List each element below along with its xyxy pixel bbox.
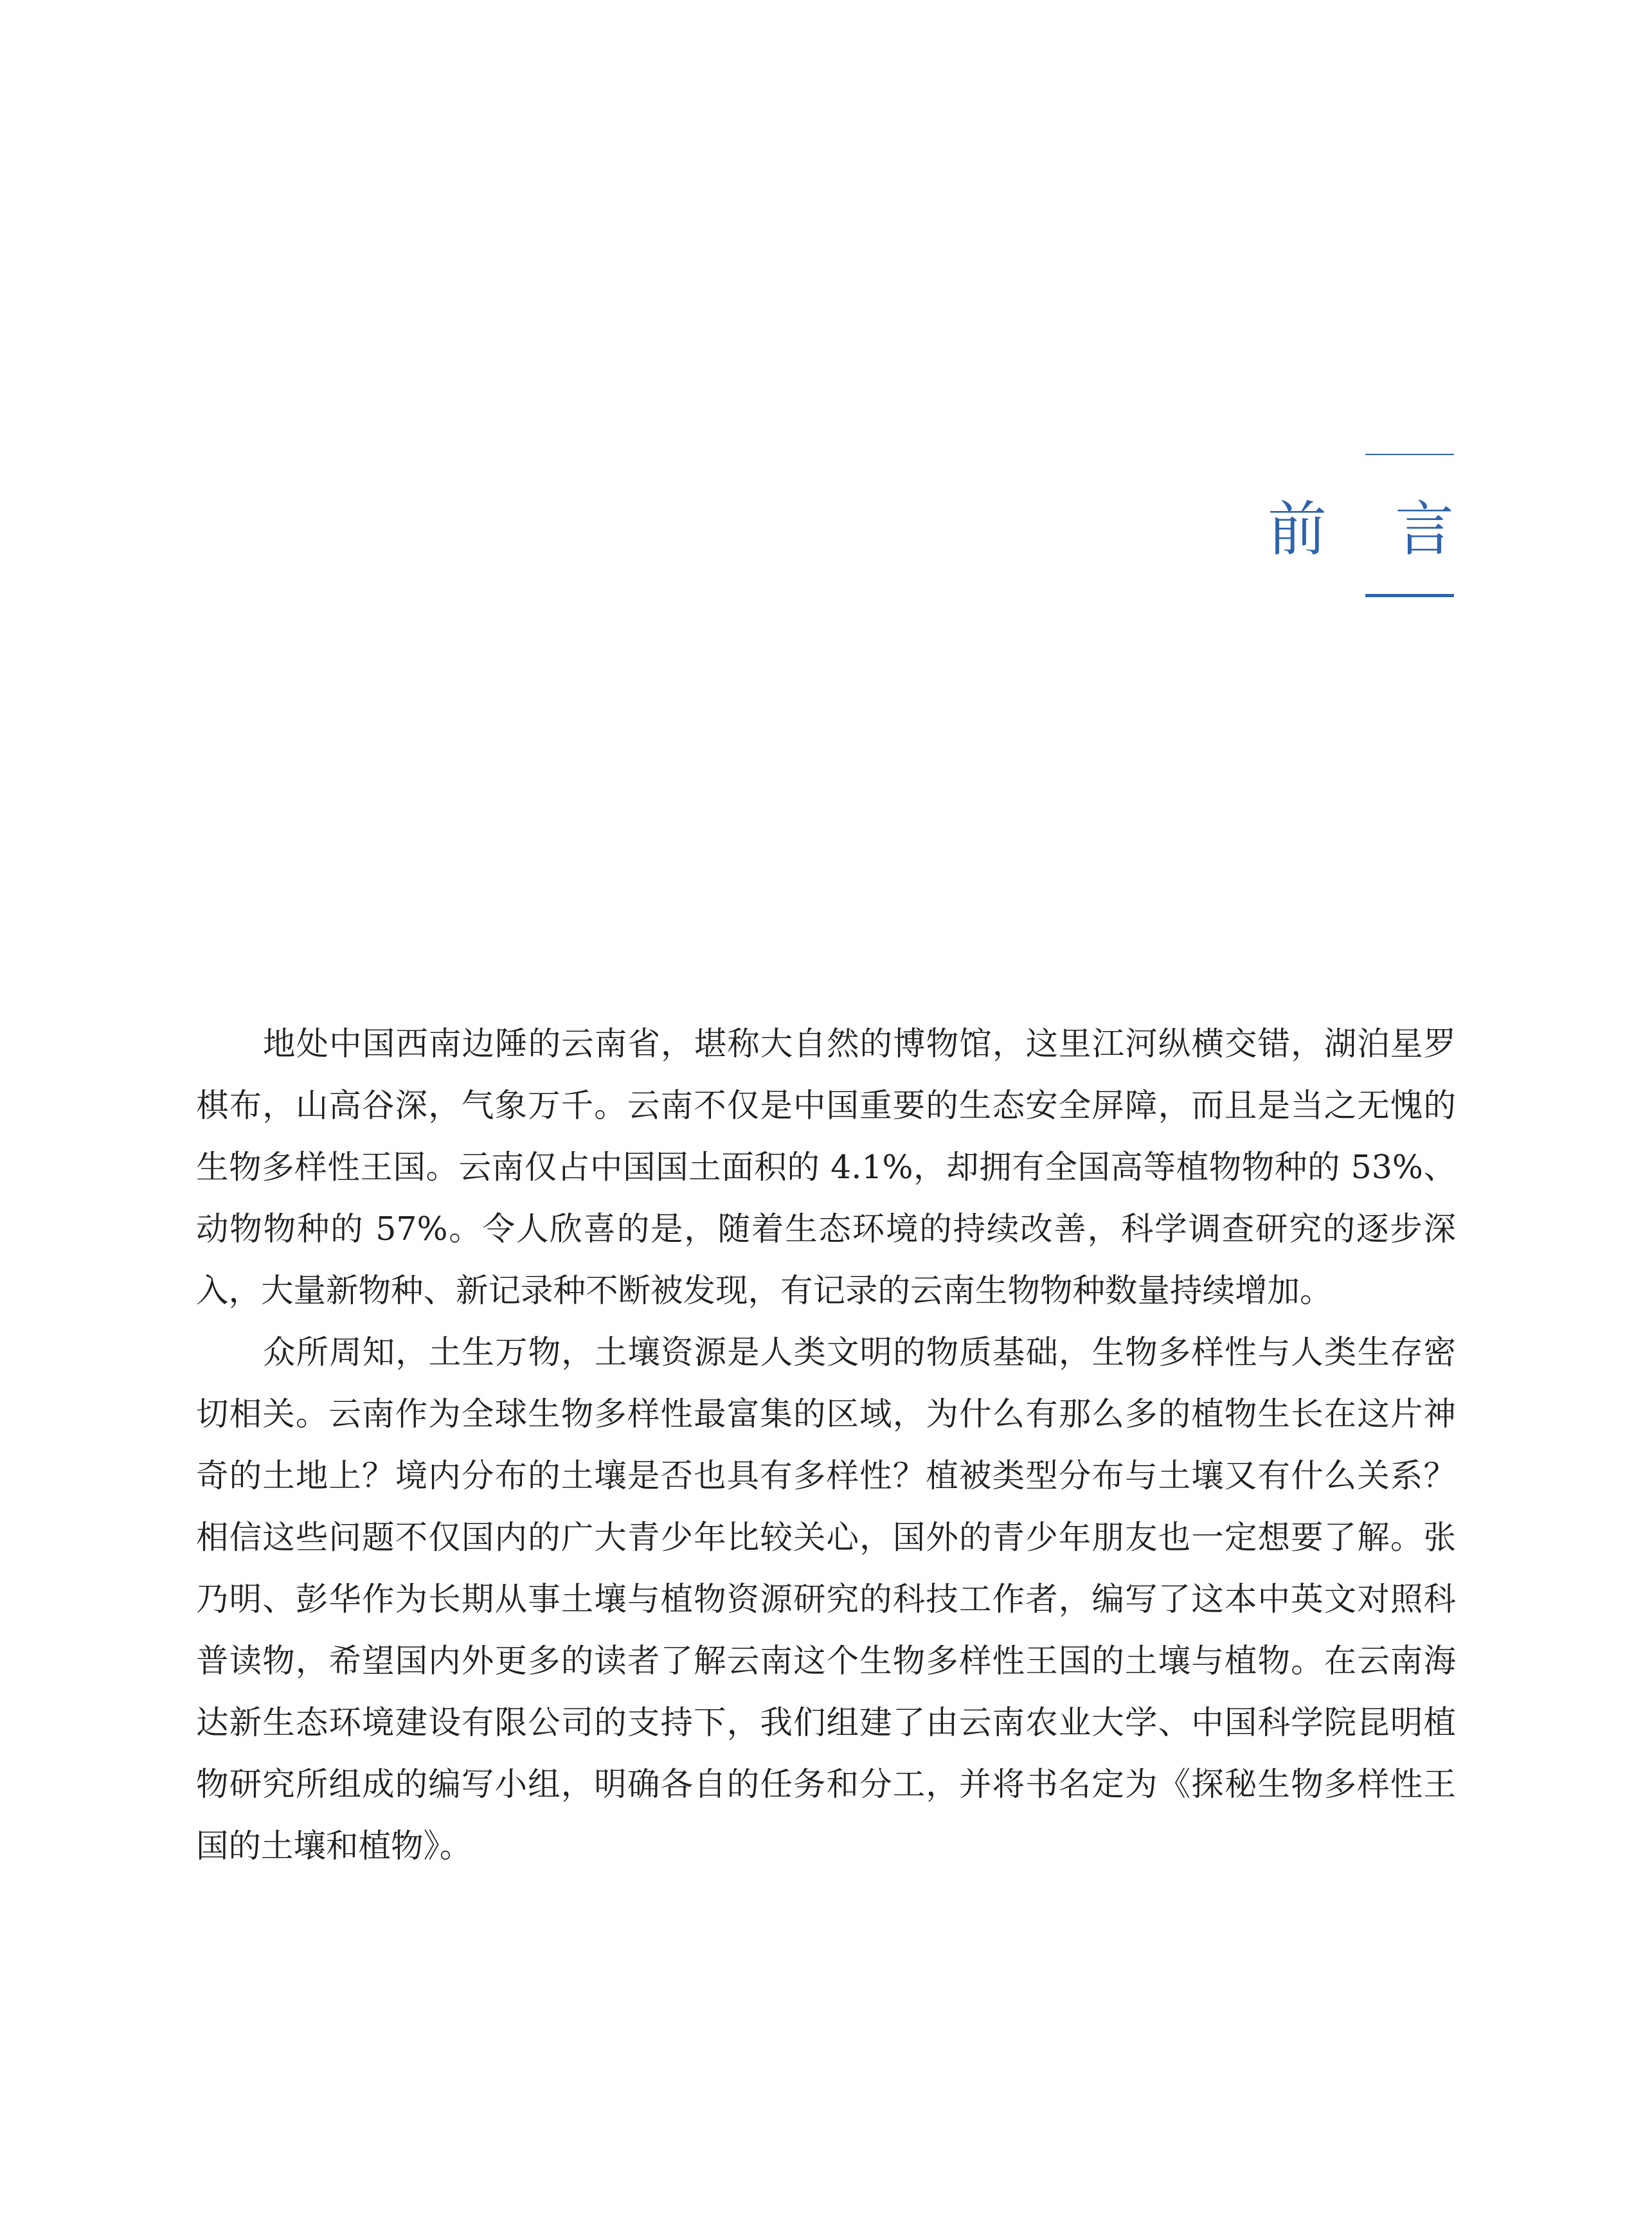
paragraph-2: 众所周知，土生万物，土壤资源是人类文明的物质基础，生物多样性与人类生存密切相关。云南作为全球生物多样性最富集的区域，为什么有那么多的植物生长在这片神奇的土地上？境内分布的土壤是否也具有多样性？植被类型分布与土壤又有什么关系？相信这些问题不仅国内的广大青少年比较关心，国外的青少年朋友也一定想要了解。张乃明、彭华作为长期从事土壤与植物资源研究的科技工作者，编写了这本中英文对照科普读物，希望国内外更多的读者了解云南这个生物多样性王国的土壤与植物。在云南海达新生态环境建设有限公司的支持下，我们组建了由云南农业大学、中国科学院昆明植物研究所组成的编写小组，明确各自的任务和分工，并将书名定为《探秘生物多样性王国的土壤和植物》。 — [196, 1333, 1456, 1865]
paragraph-1: 地处中国西南边陲的云南省，堪称大自然的博物馆，这里江河纵横交错，湖泊星罗棋布，山高谷深，气象万千。云南不仅是中国重要的生态安全屏障，而且是当之无愧的生物多样性王国。云南仅占中国国土面积的 4.1%，却拥有全国高等植物物种的 53%、动物物种的 57%。令人欣喜的是，随着生态环境的持续改善，科学调查研究的逐步深入，大量新物种、新记录种不断被发现，有记录的云南生物物种数量持续增加。 — [196, 1025, 1456, 1309]
title-rule-bottom — [1365, 594, 1454, 597]
page-title-char-2: 言 — [1394, 495, 1454, 564]
page-title-char-1: 前 — [1267, 495, 1327, 564]
body-text — [196, 1013, 1456, 1877]
title-block — [1267, 454, 1454, 597]
page-title — [1267, 495, 1454, 564]
title-rule-top — [1365, 454, 1454, 455]
